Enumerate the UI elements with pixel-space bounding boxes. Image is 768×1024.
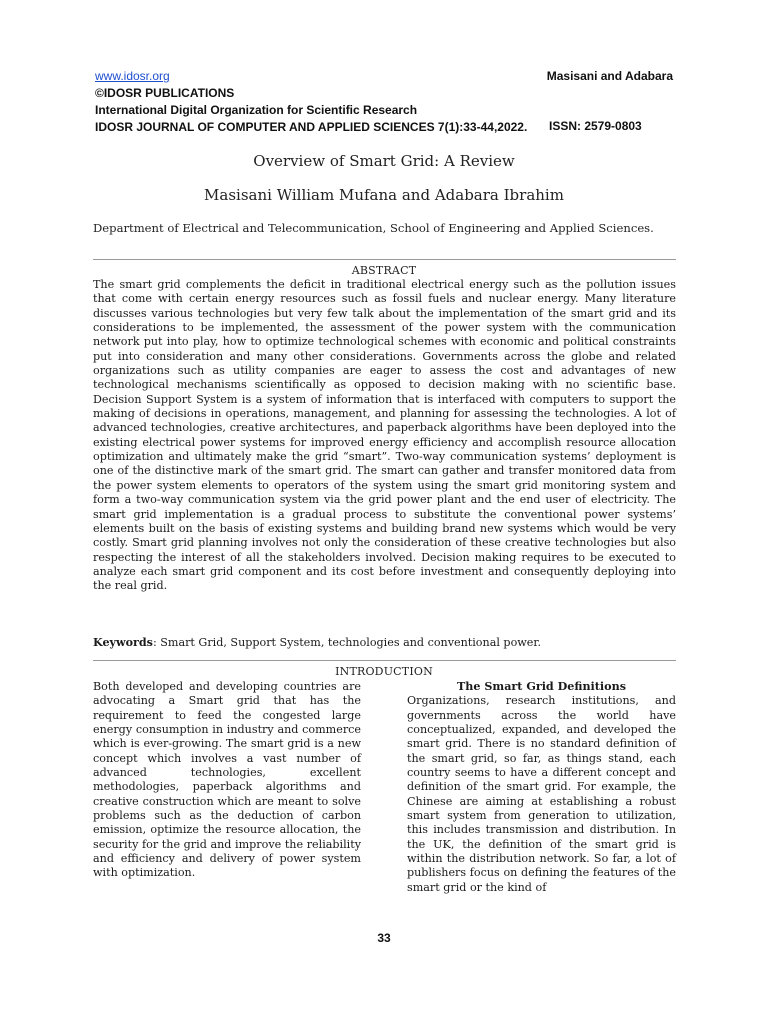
issn-number: ISSN: 2579-0803 xyxy=(549,119,642,133)
paper-title: Overview of Smart Grid: A Review xyxy=(253,152,515,170)
keywords-line xyxy=(93,636,676,650)
journal-citation: IDOSR JOURNAL OF COMPUTER AND APPLIED SCIENCES 7(1):33-44,2022. xyxy=(95,120,528,134)
smart-grid-definitions-heading: The Smart Grid Definitions xyxy=(457,680,626,693)
abstract-top-divider xyxy=(93,259,676,260)
running-authors: Masisani and Adabara xyxy=(546,69,673,83)
abstract-heading: ABSTRACT xyxy=(351,264,417,277)
introduction-right-column xyxy=(407,680,676,895)
organization-line: International Digital Organization for Scientific Research xyxy=(95,103,418,117)
introduction-heading: INTRODUCTION xyxy=(335,665,433,678)
author-affiliation: Department of Electrical and Telecommunication, School of Engineering and Applied Sciences. xyxy=(93,221,654,235)
introduction-left-column: Both developed and developing countries are advocating a Smart grid that has the requirement to feed the congested large energy consumption in industry and commerce which is ever-growing. The smart grid is a new concept which involves a vast number of advanced technologies, excellent methodologies, paperback algorithms and creative construction which are meant to solve problems such as the deduction of carbon emission, optimize the resource allocation, the security for the grid and improve the reliability and efficiency and delivery of power system with optimization. xyxy=(93,680,361,880)
keywords-text: : Smart Grid, Support System, technologies and conventional power. xyxy=(152,636,542,649)
journal-url-link[interactable]: www.idosr.org xyxy=(95,69,170,83)
paper-authors: Masisani William Mufana and Adabara Ibrahim xyxy=(204,186,564,204)
introduction-top-divider xyxy=(93,660,676,661)
publisher-line: ©IDOSR PUBLICATIONS xyxy=(95,86,235,100)
keywords-label: Keywords xyxy=(93,636,153,649)
page-number: 33 xyxy=(377,931,391,945)
smart-grid-definitions-body: Organizations, research institutions, and governments across the world have conceptualized, expanded, and developed the smart grid. There is no standard definition of the smart grid, so far, as things stand, each country seems to have a different concept and definition of the smart grid. For example, the Chinese are aiming at establishing a robust smart system from generation to utilization, this includes transmission and distribution. In the UK, the definition of the smart grid is within the distribution network. So far, a lot of publishers focus on defining the features of the smart grid or the kind of xyxy=(407,694,676,894)
abstract-body: The smart grid complements the deficit in traditional electrical energy such as the pollution issues that come with certain energy resources such as fossil fuels and nuclear energy. Many literature discusses various technologies but very few talk about the implementation of the smart grid and its considerations to be implemented, the assessment of the power system with the communication network put into play, how to optimize technological schemes with economic and political constraints put into consideration and many other considerations. Governments across the globe and related organizations such as utility companies are eager to assess the cost and advantages of new technological mechanisms scientifically as opposed to decision making with no scientific base. Decision Support System is a system of information that is interfaced with computers to support the making of decisions in operations, management, and planning for assessing the technologies. A lot of advanced technologies, creative architectures, and paperback algorithms have been deployed into the existing electrical power systems for improved energy efficiency and accomplish resource allocation optimization and ultimately make the grid “smart”. Two-way communication systems’ deployment is one of the distinctive mark of the smart grid. The smart can gather and transfer monitored data from the power system elements to operators of the system using the smart grid monitoring system and form a two-way communication system via the grid power plant and the end user of electricity. The smart grid implementation is a gradual process to substitute the conventional power systems’ elements built on the basis of existing systems and building brand new systems which would be very costly. Smart grid planning involves not only the consideration of these creative technologies but also respecting the interest of all the stakeholders involved. Decision making requires to be executed to analyze each smart grid component and its cost before investment and consequently deploying into the real grid. xyxy=(93,278,676,593)
